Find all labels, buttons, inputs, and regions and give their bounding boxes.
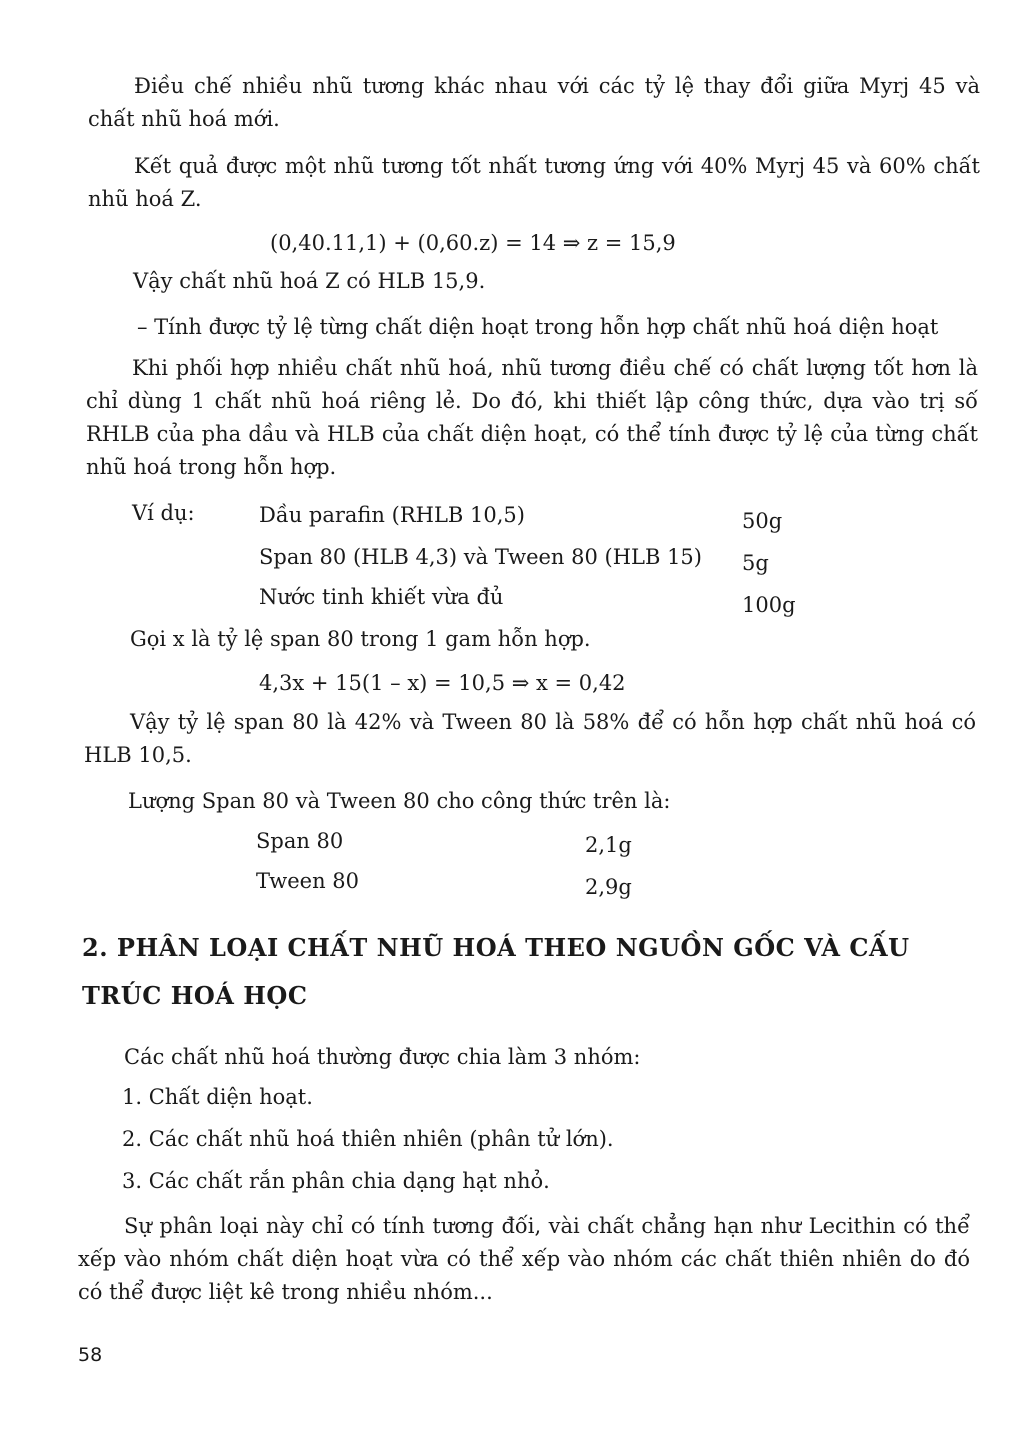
equation-span-ratio: 4,3x + 15(1 – x) = 10,5 ⇒ x = 0,42 [259, 671, 626, 695]
list-item: 3. Các chất rắn phân chia dạng hạt nhỏ. [122, 1169, 550, 1193]
example-ingredient-name: Nước tinh khiết vừa đủ [259, 585, 504, 609]
list-item: 2. Các chất nhũ hoá thiên nhiên (phân tử lớn). [122, 1127, 614, 1151]
amount-name: Tween 80 [256, 869, 360, 893]
example-ingredient-name: Span 80 (HLB 4,3) và Tween 80 (HLB 15) [259, 545, 702, 569]
example-ingredient-amount: 5g [742, 551, 769, 575]
example-label: Ví dụ: [132, 501, 195, 525]
page-number: 58 [78, 1344, 103, 1366]
paragraph-ratio-result: Vậy tỷ lệ span 80 là 42% và Tween 80 là 58% để có hỗn hợp chất nhũ hoá có HLB 10,5. [84, 710, 976, 767]
paragraph-groups-intro: Các chất nhũ hoá thường được chia làm 3 nhóm: [124, 1045, 641, 1069]
amount-value: 2,9g [585, 875, 632, 899]
paragraph-best-emulsion: Kết quả được một nhũ tương tốt nhất tương ứng với 40% Myrj 45 và 60% chất nhũ hoá Z. [88, 154, 980, 211]
paragraph-amounts-intro: Lượng Span 80 và Tween 80 cho công thức trên là: [128, 789, 671, 813]
example-ingredient-amount: 50g [742, 509, 783, 533]
equation-hlb-z: (0,40.11,1) + (0,60.z) = 14 ⇒ z = 15,9 [270, 231, 676, 255]
paragraph-ratio-heading: – Tính được tỷ lệ từng chất diện hoạt trong hỗn hợp chất nhũ hoá diện hoạt [137, 315, 939, 339]
example-ingredient-name: Dầu parafin (RHLB 10,5) [259, 503, 525, 527]
list-item: 1. Chất diện hoạt. [122, 1085, 313, 1109]
paragraph-combination: Khi phối hợp nhiều chất nhũ hoá, nhũ tương điều chế có chất lượng tốt hơn là chỉ dùng 1 chất nhũ hoá riêng lẻ. Do đó, khi thiết lập công thức, dựa vào trị số RHLB của pha dầu và HLB của chất diện hoạt, có thể tính được tỷ lệ của từng chất nhũ hoá trong hỗn hợp. [86, 356, 978, 479]
paragraph-hlb-result: Vậy chất nhũ hoá Z có HLB 15,9. [133, 269, 486, 293]
amount-name: Span 80 [256, 829, 344, 853]
paragraph-define-x: Gọi x là tỷ lệ span 80 trong 1 gam hỗn hợp. [130, 627, 591, 651]
section-heading: 2. PHÂN LOẠI CHẤT NHŨ HOÁ THEO NGUỒN GỐC VÀ CẤU TRÚC HOÁ HỌC [82, 933, 910, 1010]
example-ingredient-amount: 100g [742, 593, 796, 617]
amount-value: 2,1g [585, 833, 632, 857]
paragraph-myrj-intro: Điều chế nhiều nhũ tương khác nhau với các tỷ lệ thay đổi giữa Myrj 45 và chất nhũ hoá mới. [88, 74, 980, 131]
paragraph-classification-note: Sự phân loại này chỉ có tính tương đối, vài chất chẳng hạn như Lecithin có thể xếp vào nhóm chất diện hoạt vừa có thể xếp vào nhóm các chất thiên nhiên do đó có thể được liệt kê trong nhiều nhóm... [78, 1214, 970, 1304]
